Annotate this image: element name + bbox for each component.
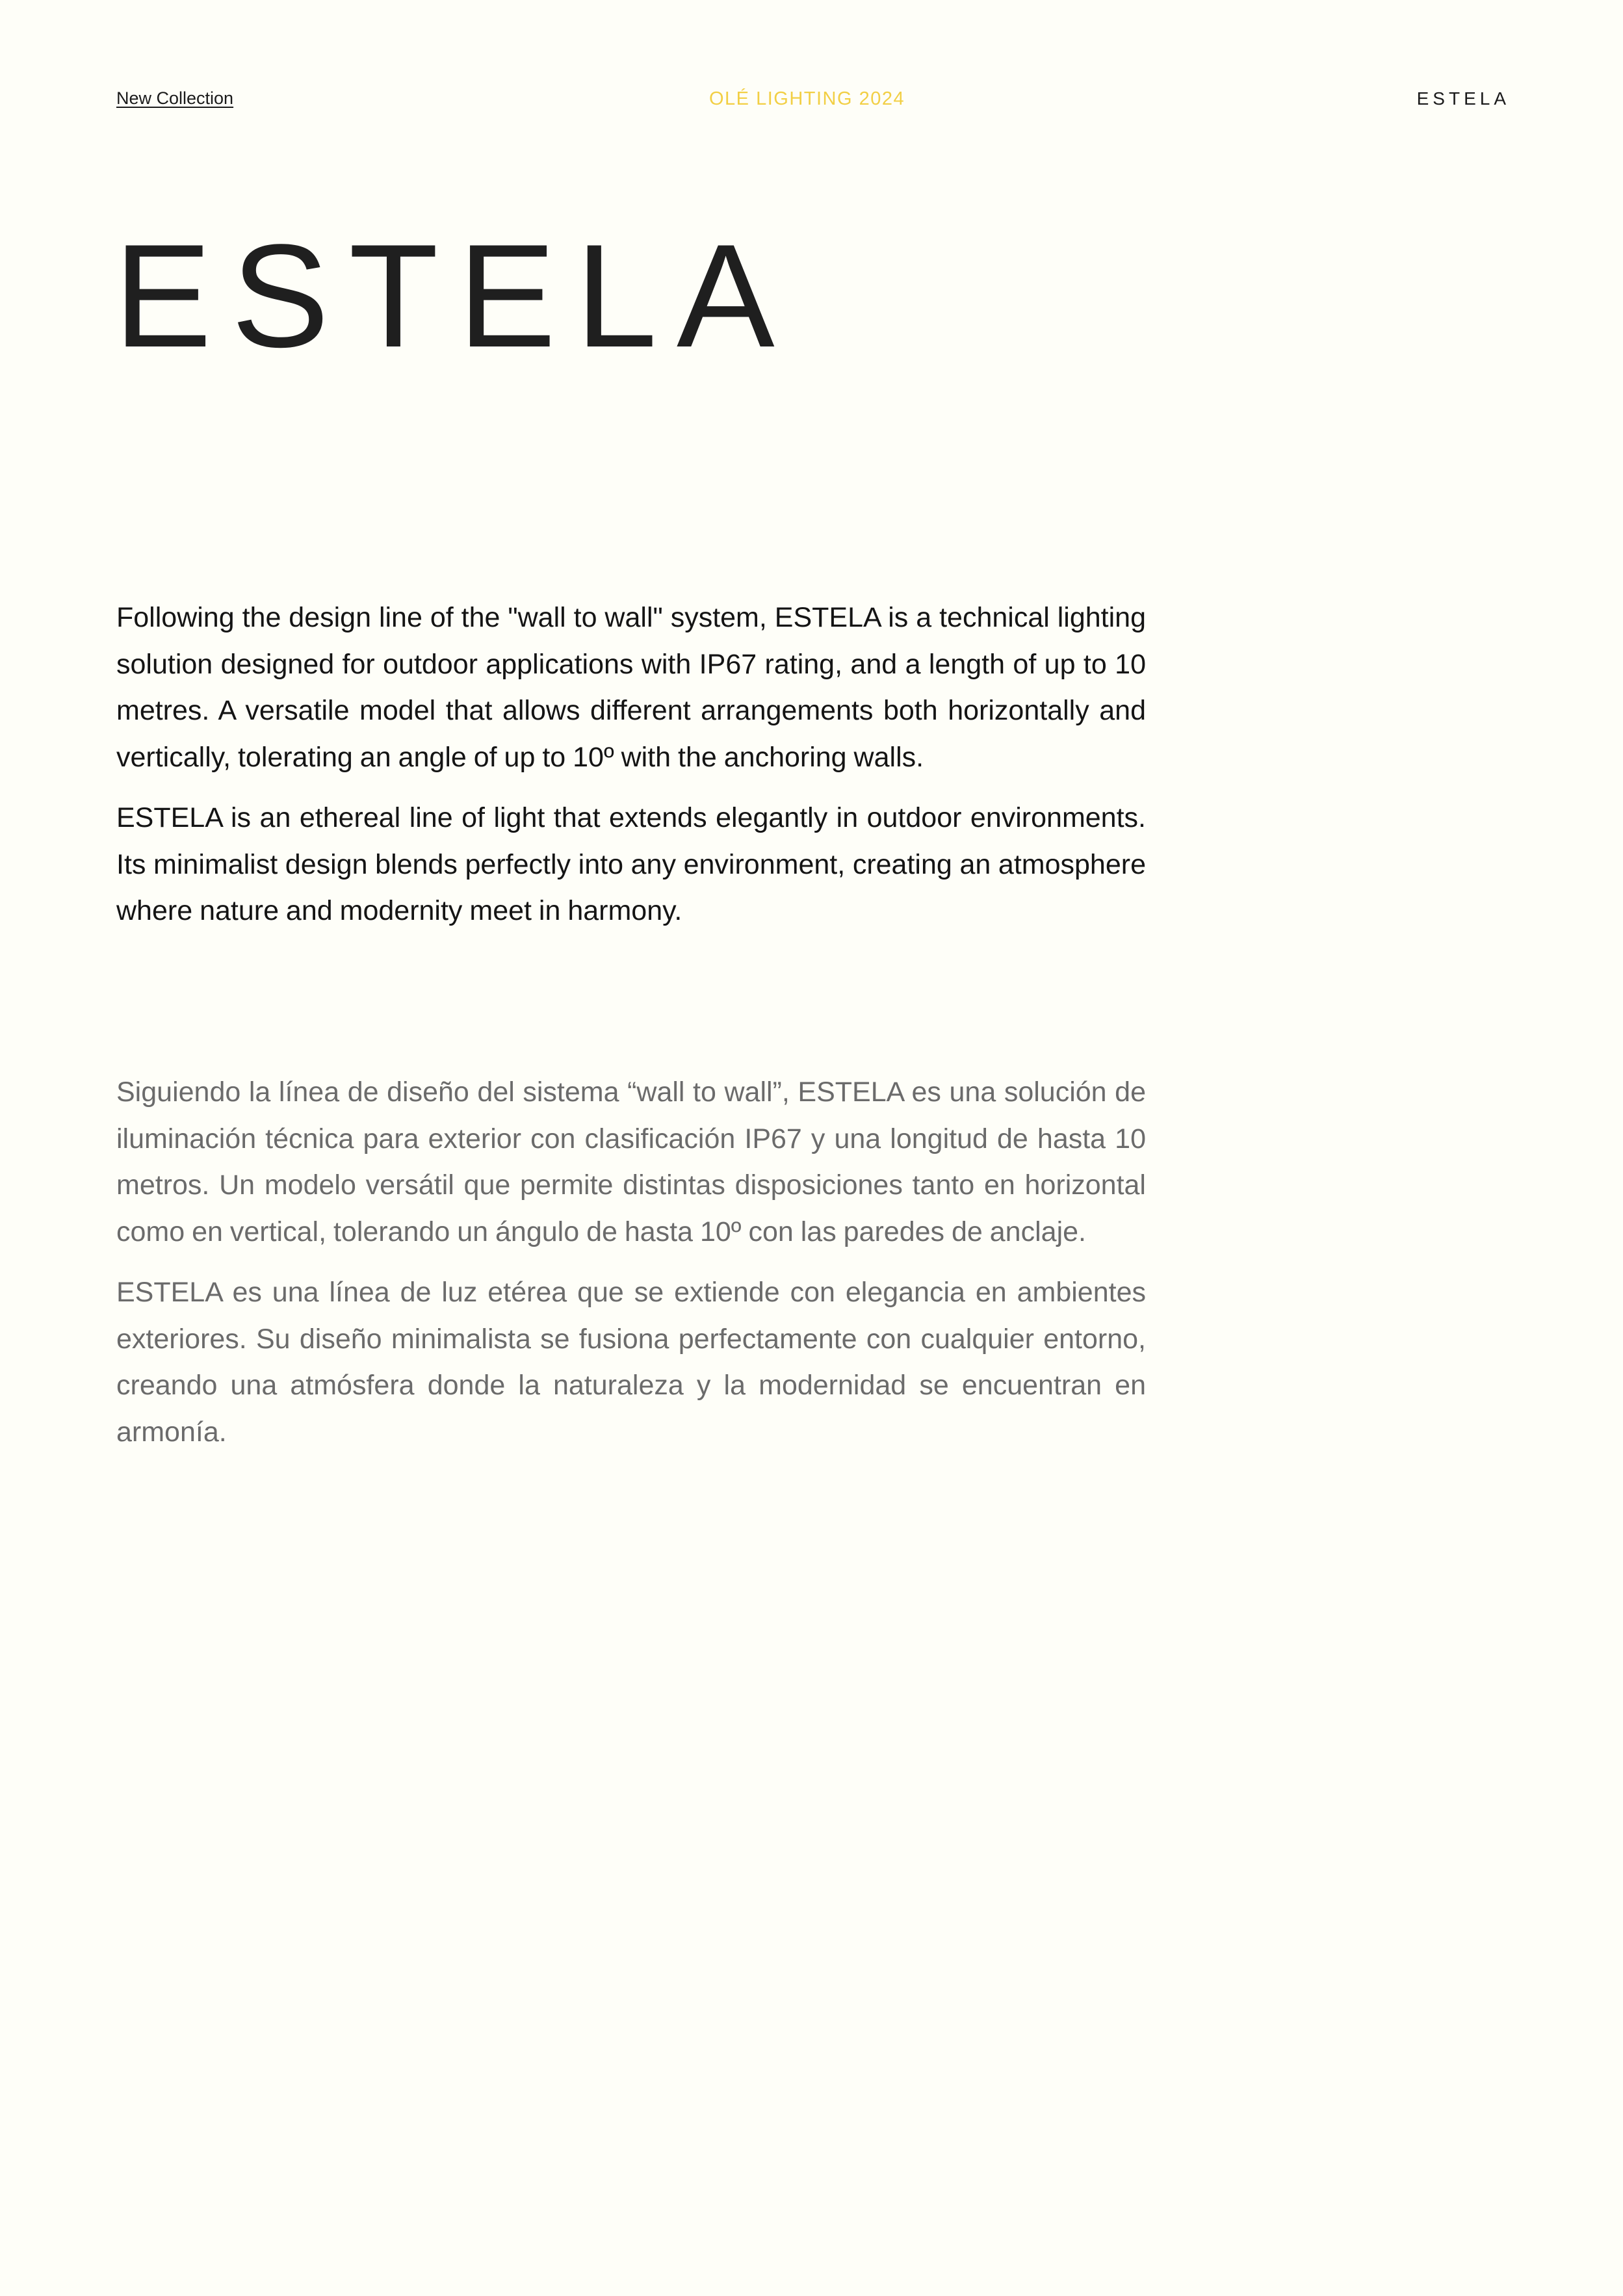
page-title: ESTELA — [114, 213, 794, 378]
brand-year-label: OLÉ LIGHTING 2024 — [709, 88, 905, 109]
description-es-paragraph-2: ESTELA es una línea de luz etérea que se extiende con elegancia en ambientes exteriores. Su diseño minimalista se fusiona perfectamente con cualquier entorno, creando una atmósfera donde la naturaleza y la modernidad se encuentran en armonía. — [116, 1277, 1146, 1448]
product-name-label: ESTELA — [1416, 88, 1510, 109]
description-en-paragraph-2: ESTELA is an ethereal line of light that extends elegantly in outdoor environments. Its minimalist design blends perfectly into any environment, creating an atmosphere where nature and modernity meet in harmony. — [116, 802, 1146, 926]
description-english — [116, 595, 1146, 949]
description-spanish — [116, 1069, 1146, 1470]
description-es-paragraph-1: Siguiendo la línea de diseño del sistema “wall to wall”, ESTELA es una solución de iluminación técnica para exterior con clasificación IP67 y una longitud de hasta 10 metros. Un modelo versátil que permite distintas disposiciones tanto en horizontal como en vertical, tolerando un ángulo de hasta 10º con las paredes de anclaje. — [116, 1076, 1146, 1247]
new-collection-link[interactable]: New Collection — [116, 88, 234, 108]
description-en-paragraph-1: Following the design line of the "wall to wall" system, ESTELA is a technical lighting solution designed for outdoor applications with IP67 rating, and a length of up to 10 metres. A versatile model that allows different arrangements both horizontally and vertically, tolerating an angle of up to 10º with the anchoring walls. — [116, 602, 1146, 773]
